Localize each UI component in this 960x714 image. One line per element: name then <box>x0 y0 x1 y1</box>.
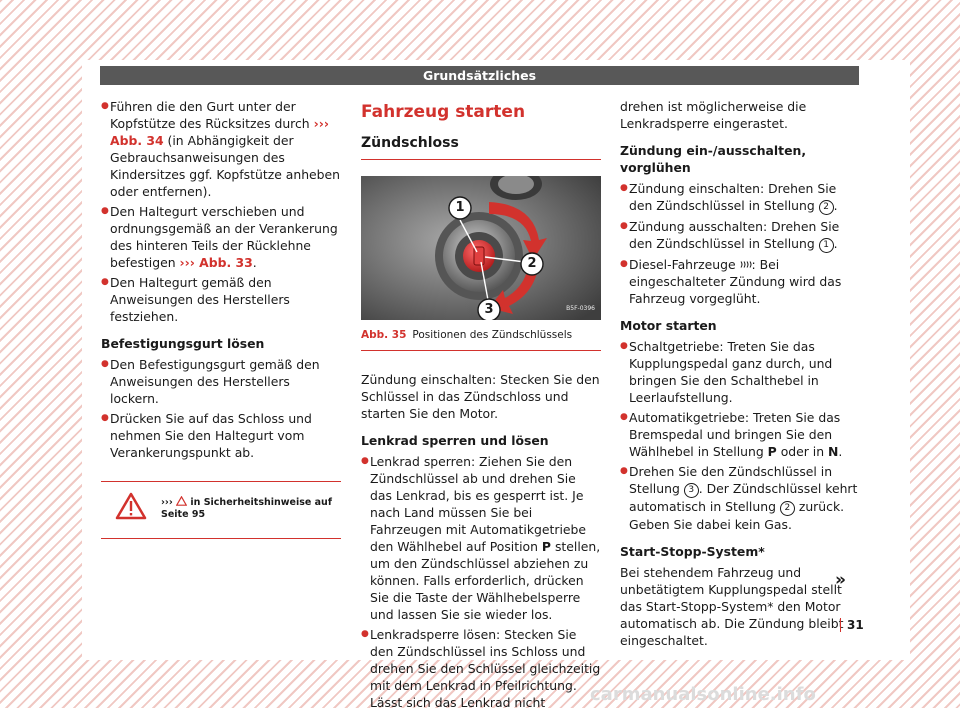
list-item: ● Zündung ausschalten: Drehen Sie den Zündschlüssel in Stellung 1 . <box>620 218 860 253</box>
list-item: ● Drücken Sie auf das Schloss und nehmen Sie den Haltegurt vom Verankerungspunkt ab. <box>101 410 341 461</box>
glow-plug-icon <box>740 260 752 269</box>
position-marker: 2 <box>819 200 834 215</box>
paragraph: Zündung einschalten: Stecken Sie den Schlüssel in das Zündschloss und starten Sie den Motor. <box>361 372 600 421</box>
figure-caption: Abb. 35 Positionen des Zündschlüssels <box>361 327 601 351</box>
section-title: Fahrzeug starten <box>361 102 526 122</box>
continue-mark: » <box>835 570 846 590</box>
subheading-release: Befestigungsgurt lösen <box>101 336 265 351</box>
list-item: ● Zündung einschalten: Drehen Sie den Zündschlüssel in Stellung 2 . <box>620 180 860 215</box>
subheading-start-stop: Start-Stopp-System* <box>620 544 765 559</box>
ignition-lock-illustration <box>361 176 601 320</box>
position-marker: 2 <box>780 501 795 516</box>
list-item: ● Lenkradsperre lösen: Stecken Sie den Zündschlüssel ins Schloss und drehen Sie den Schlüssel gleichzeitig mit dem Lenkrad in Pfeilrichtung. Lässt sich das Lenkrad nicht <box>361 626 601 711</box>
list-item: ● Den Haltegurt verschieben und ordnungsgemäß an der Verankerung des hinteren Teils der Rücklehne befestigen ››› Abb. 33. <box>101 203 341 271</box>
small-warning-icon <box>176 496 187 506</box>
position-marker: 1 <box>819 238 834 253</box>
column-middle <box>361 98 601 714</box>
list-item: ● Den Befestigungsgurt gemäß den Anweisungen des Herstellers lockern. <box>101 356 341 407</box>
list-item: ● Den Haltegurt gemäß den Anweisungen des Herstellers festziehen. <box>101 274 341 325</box>
subheading-ignition: Zündung ein-/ausschalten, vorglühen <box>620 143 807 175</box>
position-marker: 3 <box>684 483 699 498</box>
list-item: ● Lenkrad sperren: Ziehen Sie den Zündschlüssel ab und drehen Sie das Lenkrad, bis es gesperrt ist. Je nach Land müssen Sie bei Fahrzeugen mit Automatikgetriebe den Wählhebel auf Position P stellen, um den Zündschlüssel abziehen zu können. Falls erforderlich, drücken Sie die Taste der Wählhebelsperre und lassen Sie sie wieder los. <box>361 453 601 623</box>
callout-3: 3 <box>484 302 494 317</box>
figure-label: Abb. 35 <box>361 329 407 341</box>
warning-triangle-icon <box>115 492 147 520</box>
subheading-engine-start: Motor starten <box>620 318 717 333</box>
paragraph: Bei stehendem Fahrzeug und unbetätigtem Kupplungspedal stellt das Start-Stopp-System* den Motor automatisch ab. Die Zündung bleibt eingeschaltet. <box>620 565 844 648</box>
figure-ref-link[interactable]: ››› Abb. 34 <box>110 116 329 148</box>
subsection-title: Zündschloss <box>361 135 601 160</box>
subheading-steering-lock: Lenkrad sperren und lösen <box>361 433 549 448</box>
callout-1: 1 <box>455 200 465 215</box>
list-item: ● Schaltgetriebe: Treten Sie das Kupplungspedal ganz durch, und bringen Sie den Schalthebel in Leerlaufstellung. <box>620 338 860 406</box>
watermark-footer: carmanualsonline.info <box>590 684 816 705</box>
figure-code: B5F-0396 <box>566 305 595 312</box>
safety-warning-box <box>101 481 341 539</box>
column-left <box>101 98 341 539</box>
list-item: ● Führen die den Gurt unter der Kopfstütze des Rücksitzes durch ››› Abb. 34 (in Abhängigkeit der Gebrauchsanweisungen des Kindersitzes ggf. Kopfstütze anheben oder entfernen). <box>101 98 341 200</box>
column-right <box>620 98 860 656</box>
list-item: ● Drehen Sie den Zündschlüssel in Stellung 3 . Der Zündschlüssel kehrt automatisch in Stellung 2 zurück. Geben Sie dabei kein Gas. <box>620 463 860 533</box>
list-item: ● Diesel-Fahrzeuge : Bei eingeschalteter Zündung wird das Fahrzeug vorgeglüht. <box>620 256 860 307</box>
list-item: ● Automatikgetriebe: Treten Sie das Bremspedal und bringen Sie den Wählhebel in Stellung P oder in N. <box>620 409 860 460</box>
page-number: 31 <box>840 618 864 632</box>
paragraph: drehen ist möglicherweise die Lenkradsperre eingerastet. <box>620 99 807 131</box>
safety-reference-link[interactable]: ››› in Sicherheitshinweise auf Seite 95 <box>161 497 332 520</box>
figure-ref-link[interactable]: ››› Abb. 33 <box>179 255 253 270</box>
ignition-lock-figure <box>361 176 601 320</box>
chapter-header: Grundsätzliches <box>100 66 859 85</box>
callout-2: 2 <box>527 256 537 271</box>
